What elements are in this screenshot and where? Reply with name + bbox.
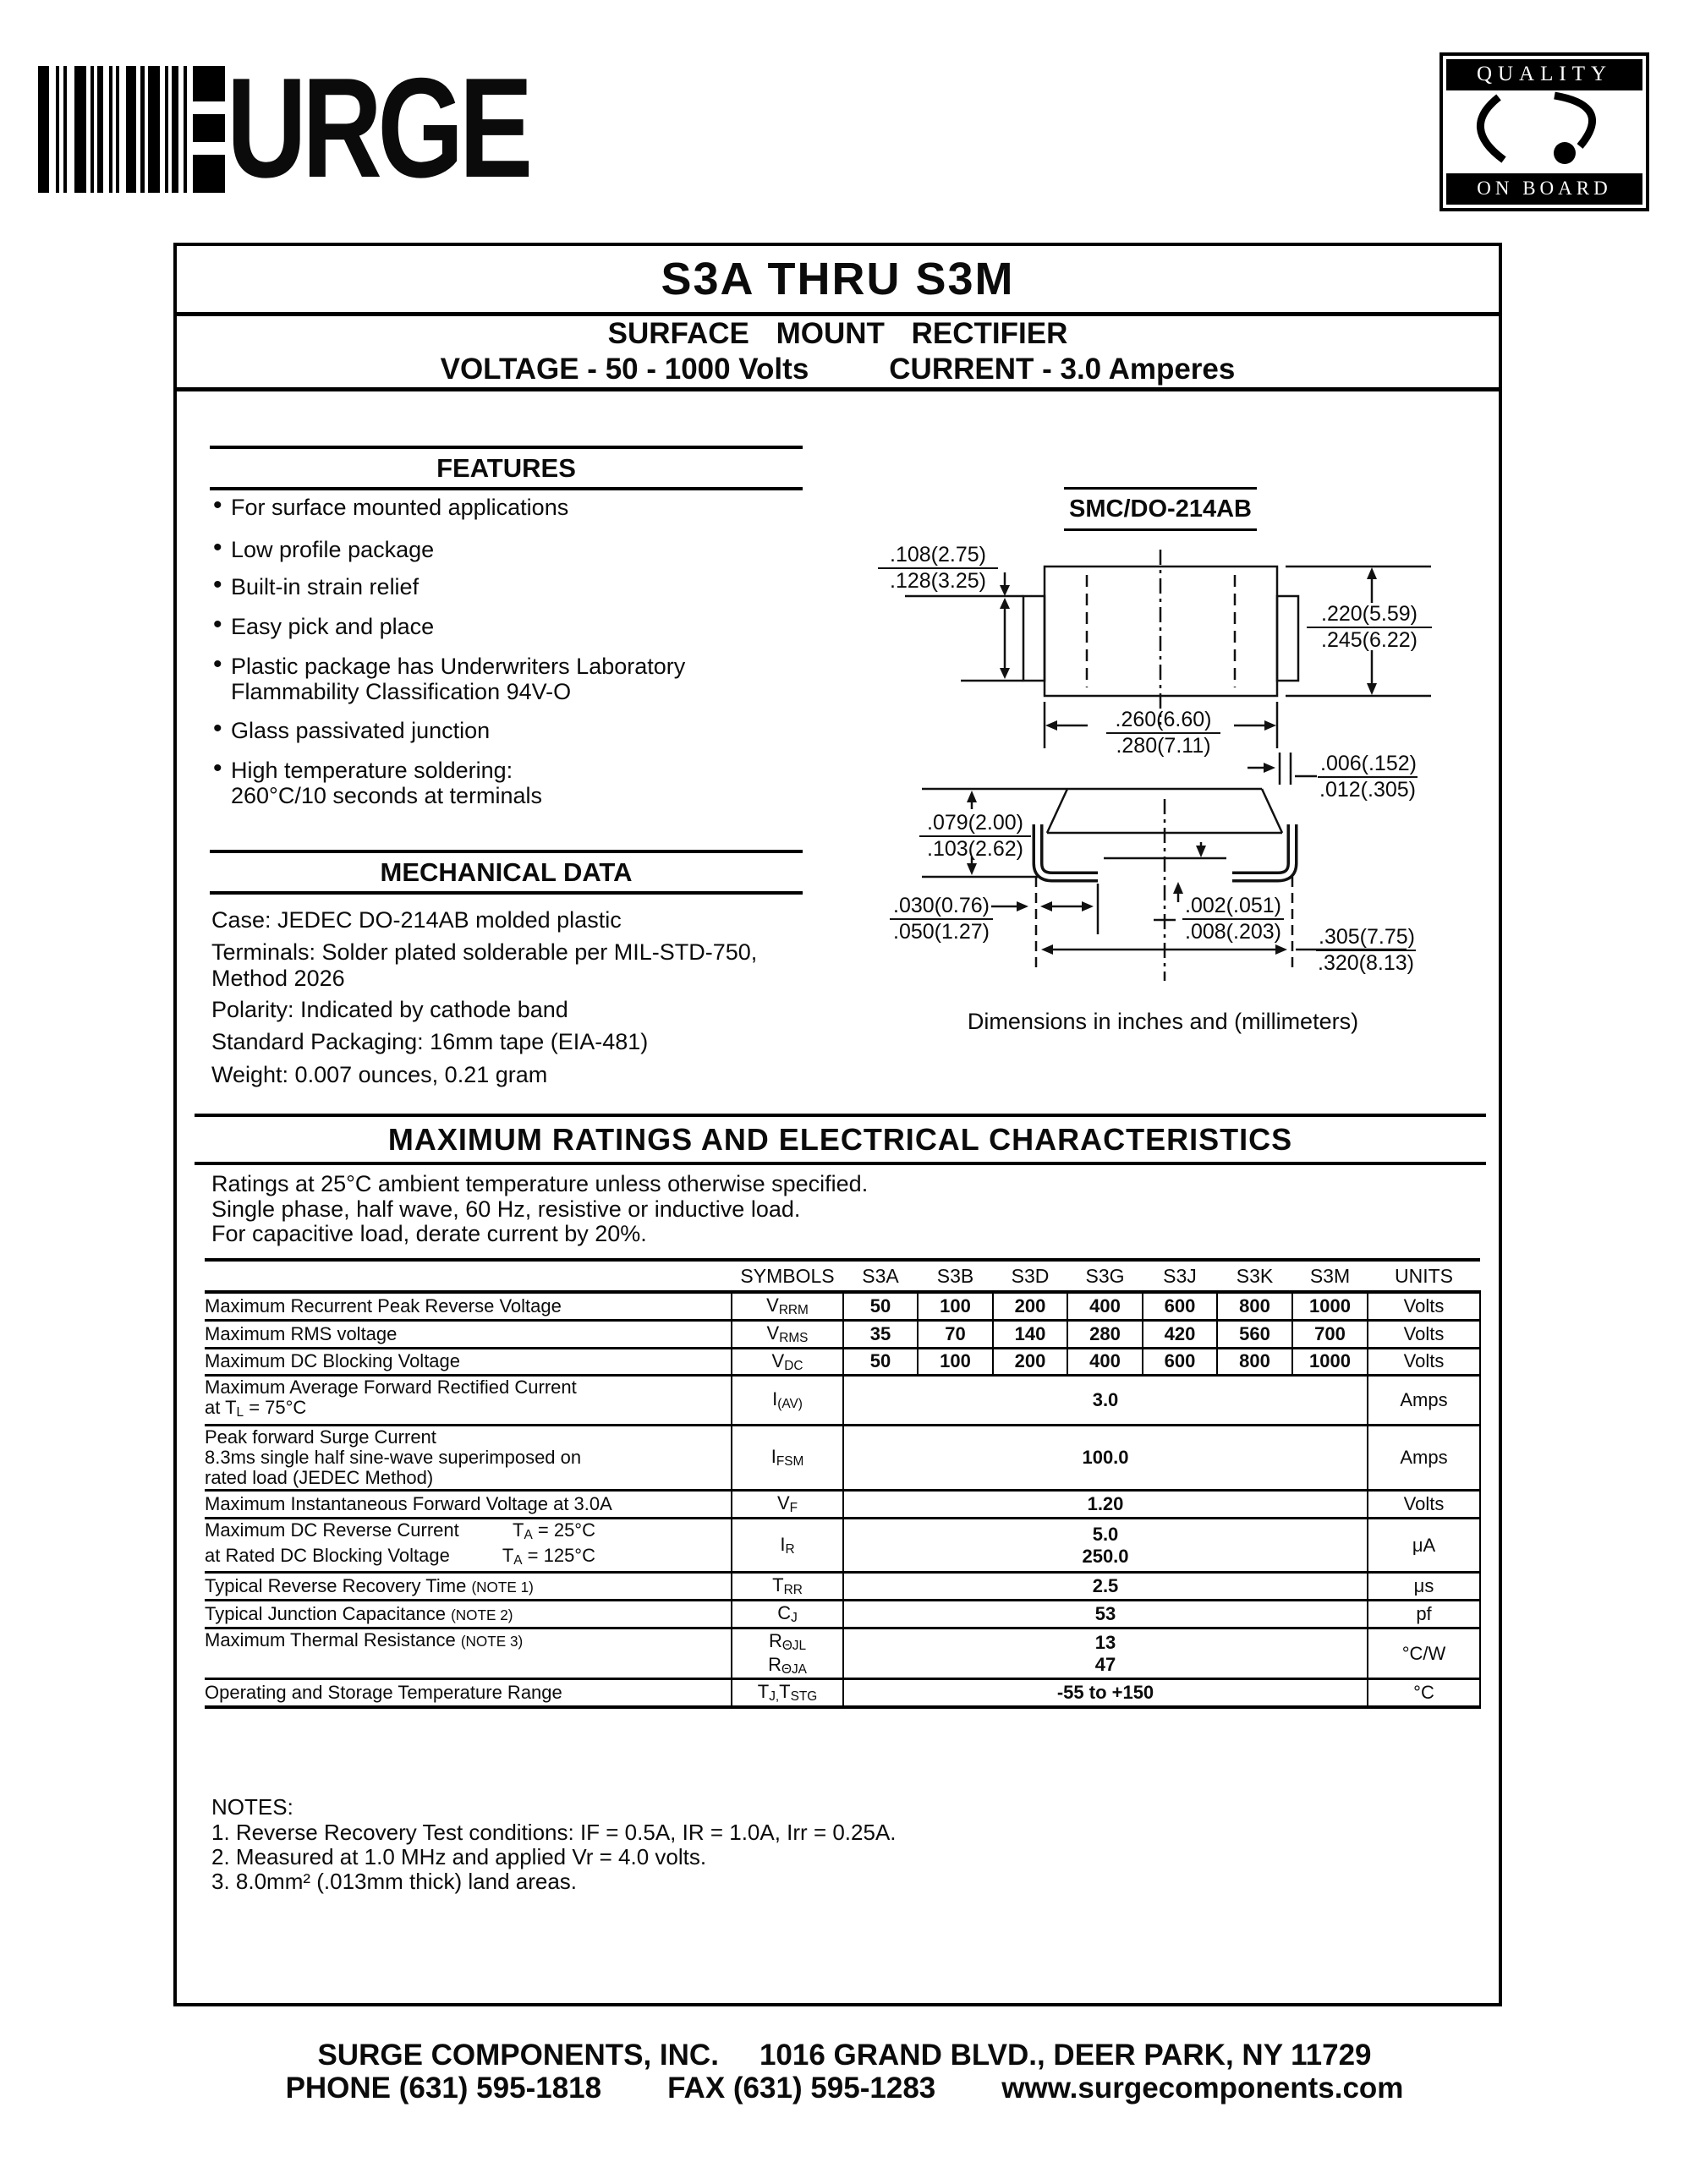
mechanical-line: Weight: 0.007 ounces, 0.21 gram (211, 1062, 548, 1087)
table-cell: -55 to +150 (843, 1679, 1368, 1707)
table-header-row (205, 1260, 1480, 1292)
logo-bar (38, 66, 49, 193)
unit: Volts (1368, 1348, 1480, 1376)
table-row (205, 1628, 1480, 1679)
table-row (205, 1348, 1480, 1376)
unit: Amps (1368, 1376, 1480, 1426)
column-header: S3A (843, 1260, 918, 1292)
voltage-range: VOLTAGE - 50 - 1000 Volts (440, 353, 809, 386)
table-cell: 800 (1217, 1292, 1292, 1320)
mechanical-line: Terminals: Solder plated solderable per MIL-STD-750, (211, 939, 758, 965)
feature-item: • Easy pick and place (213, 610, 435, 639)
table-cell: 600 (1143, 1292, 1217, 1320)
symbol: IR (732, 1518, 843, 1573)
table-cell: 5.0 250.0 (843, 1518, 1368, 1573)
table-cell: 35 (843, 1320, 918, 1348)
table-cell: 3.0 (843, 1376, 1368, 1426)
table-cell: 53 (843, 1601, 1368, 1628)
unit: μA (1368, 1518, 1480, 1573)
symbol: CJ (732, 1601, 843, 1628)
swoosh-icon (1446, 90, 1639, 168)
mechanical-heading: MECHANICAL DATA (210, 850, 803, 895)
website-url: www.surgecomponents.com (1001, 2072, 1404, 2105)
ratings-condition: For capacitive load, derate current by 20%. (211, 1221, 647, 1246)
bullet-icon: • (213, 650, 222, 678)
param-label: Operating and Storage Temperature Range (205, 1679, 732, 1707)
column-header: S3K (1217, 1260, 1292, 1292)
table-cell: 50 (843, 1348, 918, 1376)
logo-bar (140, 66, 145, 193)
phone-number: PHONE (631) 595-1818 (285, 2072, 602, 2105)
feature-item: • Built-in strain relief (213, 571, 420, 599)
column-header (205, 1260, 732, 1292)
column-header: S3M (1292, 1260, 1368, 1292)
table-cell: 1000 (1292, 1348, 1368, 1376)
bullet-icon: • (213, 571, 222, 599)
dim-profile-height: $\frac{.079(2.00)}{.103(2.62)}$ (919, 812, 1031, 861)
dim-body-width: $\frac{.260(6.60)}{.280(7.11)}$ (1106, 709, 1220, 758)
feature-item: • High temperature soldering: 260°C/10 seconds at terminals (213, 754, 542, 808)
logo-bar (172, 66, 178, 193)
param-label: Typical Reverse Recovery Time (NOTE 1) (205, 1573, 732, 1601)
symbol: VDC (732, 1348, 843, 1376)
table-row (205, 1376, 1480, 1426)
subtitle-band (177, 316, 1499, 391)
unit: pf (1368, 1601, 1480, 1628)
ratings-condition: Single phase, half wave, 60 Hz, resistive or inductive load. (211, 1196, 801, 1222)
symbol: RΘJL RΘJA (732, 1628, 843, 1679)
table-cell: 13 47 (843, 1628, 1368, 1679)
logo-bar (184, 66, 187, 193)
subtitle: SURFACE MOUNT RECTIFIER (607, 317, 1068, 350)
dim-foot-length: $\frac{.030(0.76)}{.050(1.27)}$ (890, 895, 993, 944)
unit: Amps (1368, 1426, 1480, 1491)
table-row (205, 1320, 1480, 1348)
table-row (205, 1491, 1480, 1519)
table-row (205, 1518, 1480, 1573)
table-cell: 600 (1143, 1348, 1217, 1376)
column-header: UNITS (1368, 1260, 1480, 1292)
bullet-icon: • (213, 534, 222, 561)
param-label: Maximum RMS voltage (205, 1320, 732, 1348)
note-line: 1. Reverse Recovery Test conditions: IF = 0.5A, IR = 1.0A, Irr = 0.25A. (211, 1820, 897, 1845)
unit: Volts (1368, 1491, 1480, 1519)
table-row (205, 1292, 1480, 1320)
features-heading: FEATURES (210, 446, 803, 490)
table-cell: 700 (1292, 1320, 1368, 1348)
feature-item: • Glass passivated junction (213, 714, 491, 743)
logo-bar (63, 66, 67, 193)
dim-overall-span: $\frac{.305(7.75)}{.320(8.13)}$ (1316, 926, 1416, 975)
logo-bar (126, 66, 136, 193)
ratings-condition: Ratings at 25°C ambient temperature unless otherwise specified. (211, 1171, 869, 1196)
fax-number: FAX (631) 595-1283 (667, 2072, 936, 2105)
package-name: SMC/DO-214AB (1064, 487, 1257, 531)
bullet-icon: • (213, 610, 222, 638)
table-cell: 70 (918, 1320, 993, 1348)
table-row (205, 1601, 1480, 1628)
table-cell: 420 (1143, 1320, 1217, 1348)
logo-s-glyph (193, 66, 225, 193)
logo-bar (74, 66, 86, 193)
unit: °C/W (1368, 1628, 1480, 1679)
notes-heading: NOTES: (211, 1794, 293, 1820)
column-header: S3D (993, 1260, 1067, 1292)
ratings-line (441, 353, 1236, 386)
mechanical-line: Method 2026 (211, 966, 345, 991)
page-title: S3A THRU S3M (661, 254, 1015, 304)
table-cell: 280 (1067, 1320, 1143, 1348)
symbol: VRMS (732, 1320, 843, 1348)
symbol: I(AV) (732, 1376, 843, 1426)
column-header: SYMBOLS (732, 1260, 843, 1292)
param-label: Maximum Recurrent Peak Reverse Voltage (205, 1292, 732, 1320)
param-label: Maximum Instantaneous Forward Voltage at 3.0A (205, 1491, 732, 1519)
table-cell: 1000 (1292, 1292, 1368, 1320)
bullet-icon: • (213, 754, 222, 782)
table-cell: 100.0 (843, 1426, 1368, 1491)
param-label: Typical Junction Capacitance (NOTE 2) (205, 1601, 732, 1628)
note-line: 3. 8.0mm² (.013mm thick) land areas. (211, 1869, 578, 1894)
surge-logo (38, 48, 613, 207)
table-cell: 200 (993, 1348, 1067, 1376)
title-band (177, 246, 1499, 316)
symbol: TRR (732, 1573, 843, 1601)
table-cell: 1.20 (843, 1491, 1368, 1519)
table-cell: 800 (1217, 1348, 1292, 1376)
param-label: Peak forward Surge Current 8.3ms single half sine-wave superimposed on rated load (JEDEC Method) (205, 1426, 732, 1491)
ratings-heading: MAXIMUM RATINGS AND ELECTRICAL CHARACTERISTICS (195, 1114, 1486, 1165)
note-line: 2. Measured at 1.0 MHz and applied Vr = 4.0 volts. (211, 1844, 707, 1869)
bullet-icon: • (213, 714, 222, 742)
unit: Volts (1368, 1292, 1480, 1320)
unit: Volts (1368, 1320, 1480, 1348)
logo-bar (148, 66, 160, 193)
column-header: S3J (1143, 1260, 1217, 1292)
symbol: TJ,TSTG (732, 1679, 843, 1707)
table-cell: 50 (843, 1292, 918, 1320)
table-row (205, 1426, 1480, 1491)
quality-badge-bottom-label: ON BOARD (1446, 173, 1642, 205)
unit: μs (1368, 1573, 1480, 1601)
table-cell: 100 (918, 1348, 993, 1376)
logo-bar (165, 66, 168, 193)
logo-bar (90, 66, 94, 193)
symbol: VF (732, 1491, 843, 1519)
mechanical-line: Polarity: Indicated by cathode band (211, 997, 568, 1022)
footer-address-line (0, 2039, 1689, 2072)
logo-bar (56, 66, 59, 193)
table-cell: 400 (1067, 1348, 1143, 1376)
company-address: 1016 GRAND BLVD., DEER PARK, NY 11729 (759, 2039, 1372, 2072)
feature-item: • Plastic package has Underwriters Laboratory Flammability Classification 94V-O (213, 650, 686, 704)
quality-badge (1439, 52, 1649, 211)
param-label: Maximum Thermal Resistance (NOTE 3) (205, 1628, 732, 1679)
mechanical-line: Standard Packaging: 16mm tape (EIA-481) (211, 1029, 649, 1054)
quality-badge-graphic (1446, 90, 1642, 173)
table-row (205, 1573, 1480, 1601)
column-header: S3B (918, 1260, 993, 1292)
diagram-caption: Dimensions in inches and (millimeters) (967, 1009, 1359, 1034)
param-label: Maximum Average Forward Rectified Current at TL = 75°C (205, 1376, 732, 1426)
table-cell: 140 (993, 1320, 1067, 1348)
table-cell: 560 (1217, 1320, 1292, 1348)
current-rating: CURRENT - 3.0 Amperes (889, 353, 1236, 386)
quality-badge-top-label: QUALITY (1446, 59, 1642, 90)
param-label: Maximum DC Reverse Current TA = 25°C at Rated DC Blocking Voltage TA = 125°C (205, 1518, 732, 1573)
bullet-icon: • (213, 491, 222, 519)
logo-bar (97, 66, 103, 193)
logo-bar (116, 66, 119, 193)
table-cell: 2.5 (843, 1573, 1368, 1601)
logo-wordmark: URGE (227, 48, 529, 207)
symbol: IFSM (732, 1426, 843, 1491)
table-cell: 100 (918, 1292, 993, 1320)
feature-item: • Low profile package (213, 534, 435, 562)
dim-standoff: $\frac{.002(.051)}{.008(.203)}$ (1182, 895, 1284, 944)
dim-tab-width: $\frac{.108(2.75)}{.128(3.25)}$ (878, 544, 998, 593)
dim-body-height: $\frac{.220(5.59)}{.245(6.22)}$ (1307, 603, 1432, 652)
param-label: Maximum DC Blocking Voltage (205, 1348, 732, 1376)
table-cell: 200 (993, 1292, 1067, 1320)
table-cell: 400 (1067, 1292, 1143, 1320)
column-header: S3G (1067, 1260, 1143, 1292)
company-name: SURGE COMPONENTS, INC. (317, 2039, 719, 2072)
feature-item: • For surface mounted applications (213, 491, 569, 520)
symbol: VRRM (732, 1292, 843, 1320)
ratings-table (205, 1258, 1481, 1709)
dim-lead-thickness: $\frac{.006(.152)}{.012(.305)}$ (1318, 753, 1418, 802)
footer-contact-line (0, 2072, 1689, 2105)
logo-bar (109, 66, 112, 193)
table-row (205, 1679, 1480, 1707)
unit: °C (1368, 1679, 1480, 1707)
mechanical-line: Case: JEDEC DO-214AB molded plastic (211, 907, 622, 933)
